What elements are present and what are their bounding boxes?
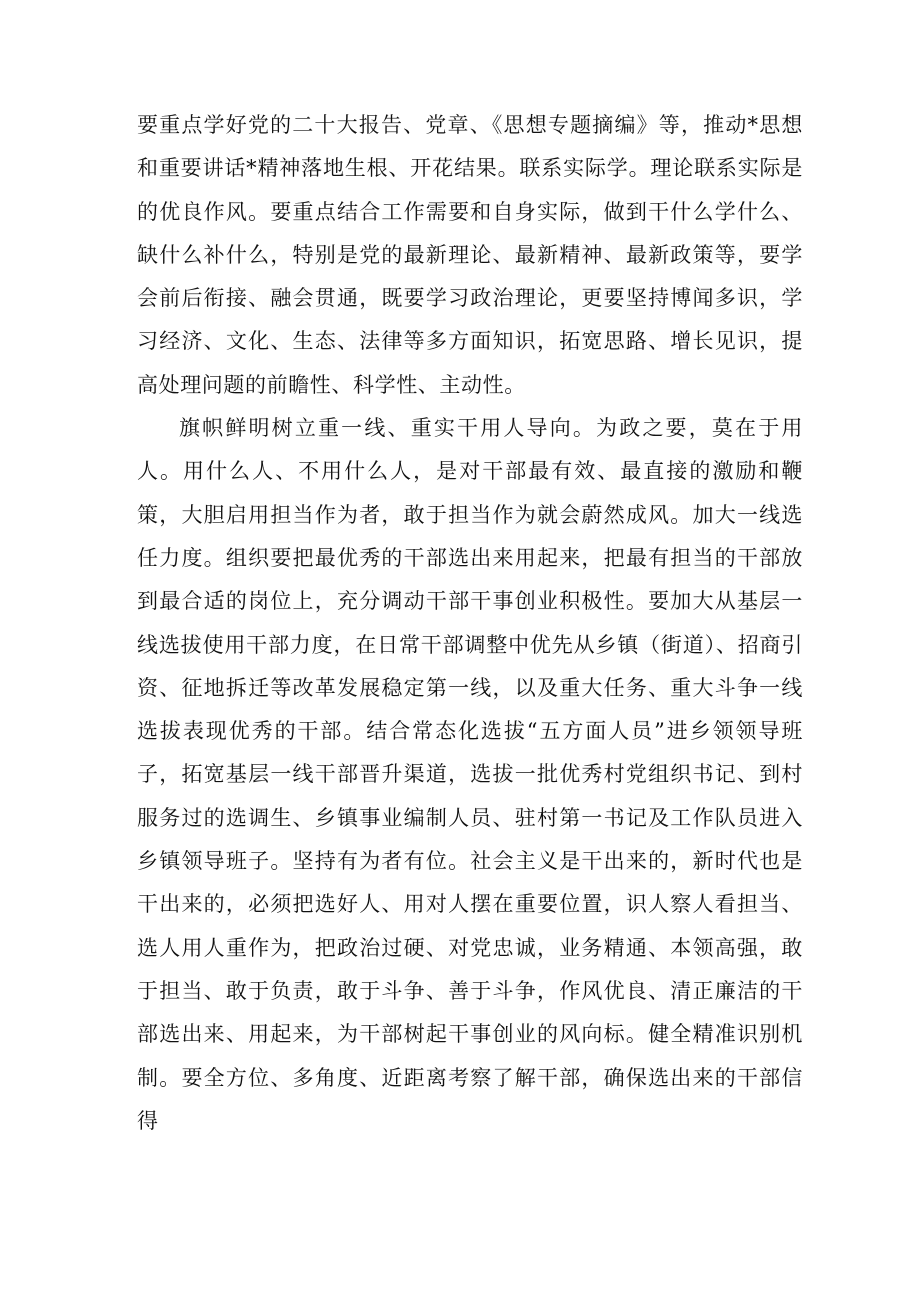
paragraph-personnel-orientation: 旗帜鲜明树立重一线、重实干用人导向。为政之要，莫在于用人。用什么人、不用什么人，是对干部最有效、最直接的激励和鞭策，大胆启用担当作为者，敢于担当作为就会蔚然成风。加大一线选任力度。组织要把最优秀的干部选出来用起来，把最有担当的干部放到最合适的岗位上，充分调动干部干事创业积极性。要加大从基层一线选拔使用干部力度，在日常干部调整中优先从乡镇（街道）、招商引资、征地拆迁等改革发展稳定第一线，以及重大任务、重大斗争一线选拔表现优秀的干部。结合常态化选拔“五方面人员”进乡领领导班子，拓宽基层一线干部晋升渠道，选拔一批优秀村党组织书记、到村服务过的选调生、乡镇事业编制人员、驻村第一书记及工作队员进入乡镇领导班子。坚持有为者有位。社会主义是干出来的，新时代也是干出来的，必须把选好人、用对人摆在重要位置，识人察人看担当、选人用人重作为，把政治过硬、对党忠诚，业务精通、本领高强，敢于担当、敢于负责，敢于斗争、善于斗争，作风优良、清正廉洁的干部选出来、用起来，为干部树起干事创业的风向标。健全精准识别机制。要全方位、多角度、近距离考察了解干部，确保选出来的干部信得 (137, 416, 803, 1133)
paragraph-continuation: 要重点学好党的二十大报告、党章、《思想专题摘编》等，推动*思想和重要讲话*精神落地生根、开花结果。联系实际学。理论联系实际是的优良作风。要重点结合工作需要和自身实际，做到干什么学什么、缺什么补什么，特别是党的最新理论、最新精神、最新政策等，要学会前后衔接、融会贯通，既要学习政治理论，更要坚持博闻多识，学习经济、文化、生态、法律等多方面知识，拓宽思路、增长见识，提高处理问题的前瞻性、科学性、主动性。 (137, 113, 803, 397)
document-body (137, 104, 803, 1143)
